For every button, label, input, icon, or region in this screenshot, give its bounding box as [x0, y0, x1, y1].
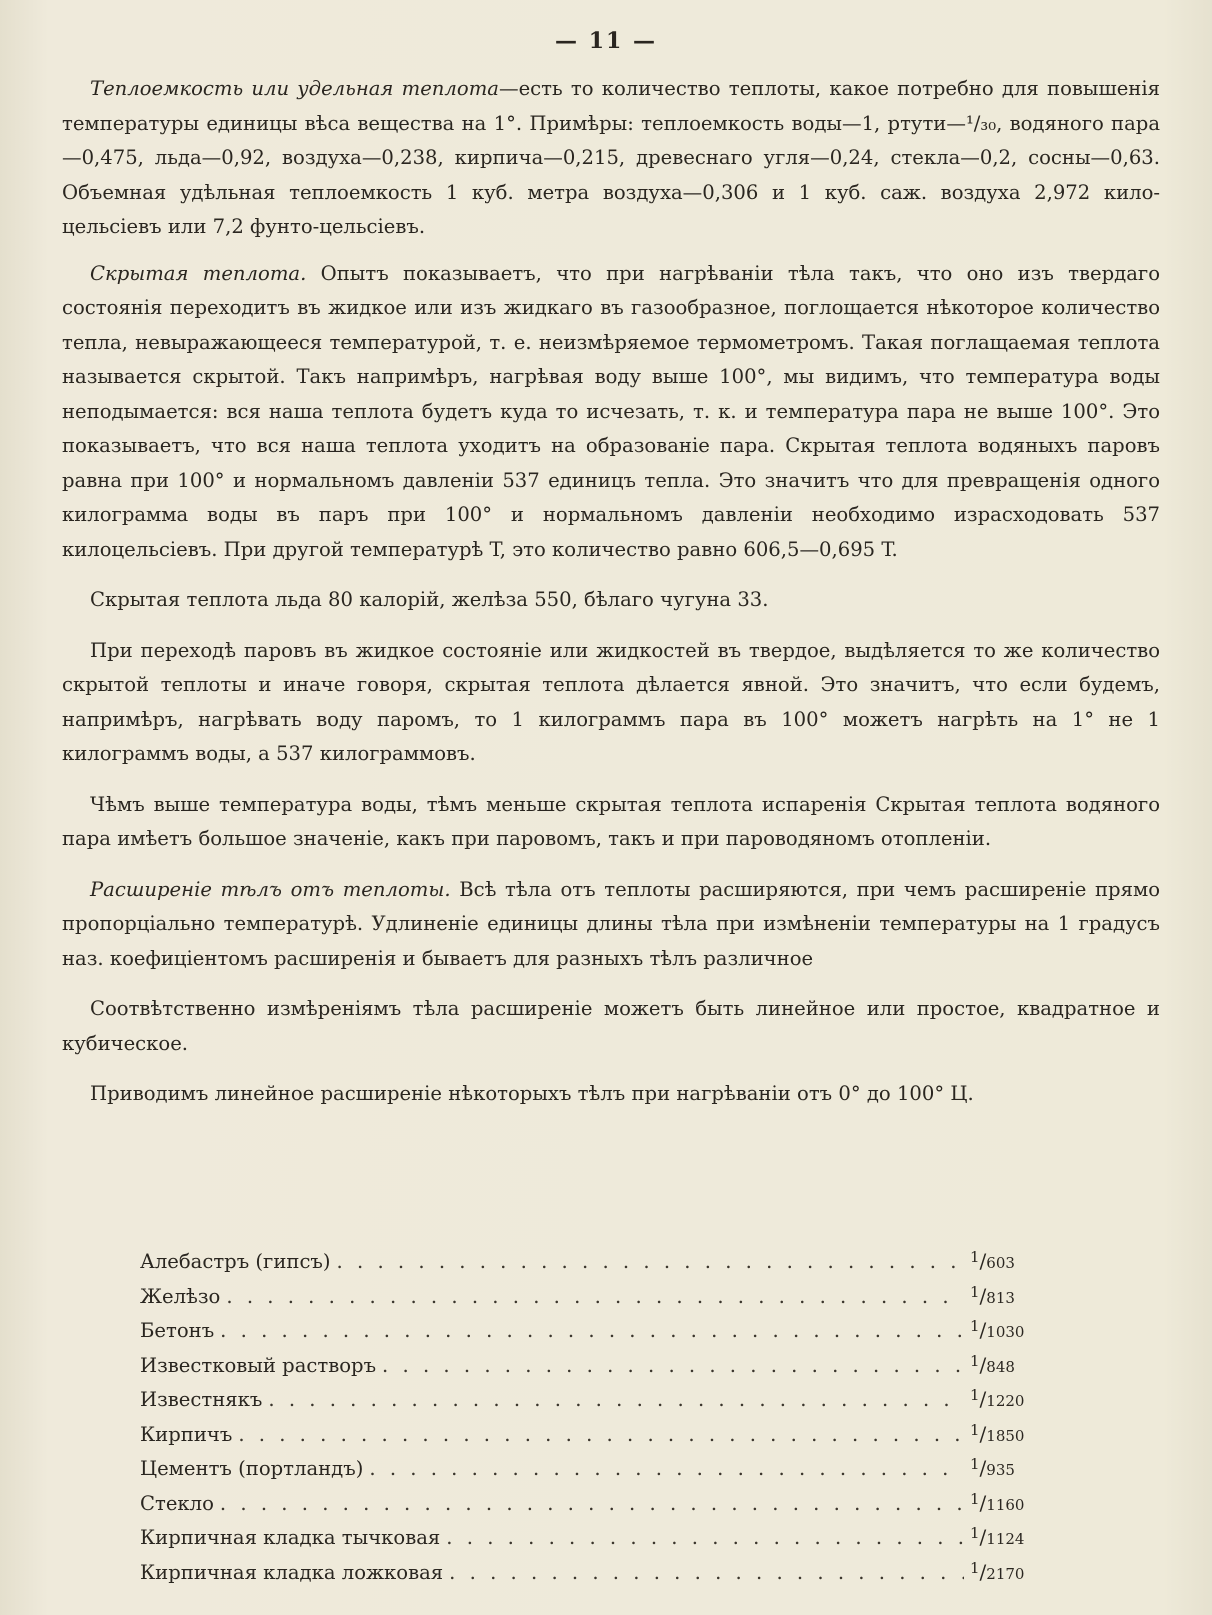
dot-leader — [226, 1280, 964, 1315]
dot-leader — [369, 1452, 964, 1487]
table-row — [140, 1275, 1040, 1310]
coefficient-denominator: 1850 — [986, 1426, 1025, 1445]
coefficient-denominator: 1030 — [986, 1323, 1025, 1341]
coefficient-numerator: 1 — [970, 1248, 980, 1266]
table-row — [140, 1551, 1040, 1586]
page-number: — 11 — — [555, 28, 657, 54]
table-row — [140, 1378, 1040, 1413]
dot-leader — [220, 1314, 964, 1349]
material-name: Известнякъ — [140, 1388, 263, 1411]
table-row — [140, 1344, 1040, 1379]
coefficient-numerator: 1 — [970, 1351, 980, 1370]
table-row — [140, 1413, 1040, 1448]
fraction-slash: / — [979, 1559, 987, 1584]
material-name: Алебастръ (гипсъ) — [140, 1250, 331, 1273]
coefficient-numerator: 1 — [970, 1282, 980, 1301]
fraction-slash: / — [979, 1456, 987, 1480]
paragraph-water-temperature — [62, 788, 1160, 857]
term-latent-heat: Скрытая теплота. — [90, 261, 307, 285]
paragraph-expansion-types — [62, 992, 1160, 1061]
fraction-slash: / — [979, 1421, 987, 1446]
coefficient-denominator: 603 — [986, 1254, 1015, 1272]
material-name: Кирпичъ — [140, 1422, 233, 1446]
body-text — [62, 72, 1160, 1128]
fraction-slash: / — [979, 1318, 987, 1342]
coefficient-numerator: 1 — [970, 1489, 980, 1508]
material-name: Бетонъ — [140, 1319, 215, 1342]
paragraph-text: Чѣмъ выше температура воды, тѣмъ меньше скрытая теплота испаренія Скрытая теплота водяного пара имѣетъ большое значеніе, какъ при паровомъ, такъ и при пароводяномъ отопленіи. — [62, 792, 1160, 850]
coefficient-numerator: 1 — [970, 1386, 980, 1404]
material-name: Цементъ (портландъ) — [140, 1457, 364, 1480]
fraction-slash: / — [979, 1352, 987, 1377]
coefficient-numerator: 1 — [970, 1558, 980, 1577]
term-specific-heat: Теплоемкость или удельная теплота — [90, 77, 499, 100]
fraction-slash: / — [979, 1283, 987, 1308]
coefficient-denominator: 848 — [986, 1357, 1015, 1376]
coefficient-denominator: 1124 — [986, 1530, 1025, 1548]
table-row — [140, 1309, 1040, 1344]
material-name: Стекло — [140, 1491, 214, 1515]
paragraph-text: При переходѣ паровъ въ жидкое состояніе или жидкостей въ твердое, выдѣляется то же количество скрытой теплоты и иначе говоря, скрытая теплота дѣлается явной. Это значитъ, что если будемъ, напримѣръ, нагрѣвать воду паромъ, то 1 килограммъ пара въ 100° можетъ нагрѣть на 1° не 1 килограммъ воды, а 537 килограммовъ. — [62, 638, 1160, 765]
paragraph-text: Всѣ тѣла отъ теплоты расширяются, при чемъ расширеніе прямо пропорціально температурѣ. Удлиненіе единицы длины тѣла при измѣненіи температуры на 1 градусъ наз. коефиціентомъ расширенія и бываетъ для разныхъ тѣлъ различное — [62, 877, 1160, 970]
table-row — [140, 1516, 1040, 1551]
table-row — [140, 1482, 1040, 1517]
fraction-slash: / — [979, 1490, 987, 1515]
material-name: Кирпичная кладка тычковая — [140, 1526, 441, 1549]
paragraph-thermal-expansion — [62, 873, 1160, 977]
paragraph-condensation — [62, 634, 1160, 772]
paragraph-text: Приводимъ линейное расширеніе нѣкоторыхъ тѣлъ при нагрѣваніи отъ 0° до 100° Ц. — [90, 1082, 974, 1105]
paragraph-table-intro — [62, 1077, 1160, 1112]
paragraph-latent-heat — [62, 257, 1160, 568]
paragraph-text: —есть то количество теплоты, какое потребно для повышенія температуры единицы вѣса вещества на 1°. Примѣры: теплоемкость воды—1, ртути—¹/₃₀, водяного пара—0,475, льда—0,92, воздуха—0,238, кирпича—0,215, древеснаго угля—0,24, стекла—0,2, сосны—0,63. Объемная удѣльная теплоемкость 1 куб. метра воздуха—0,306 и 1 куб. саж. воздуха 2,972 кило-цельсіевъ или 7,2 фунто-цельсіевъ. — [62, 77, 1160, 238]
coefficient-numerator: 1 — [970, 1317, 980, 1335]
coefficient-numerator: 1 — [970, 1455, 980, 1473]
coefficient-denominator: 1220 — [986, 1392, 1025, 1410]
fraction-slash: / — [979, 1525, 987, 1549]
paragraph-text: Опытъ показываетъ, что при нагрѣваніи тѣла такъ, что оно изъ твердаго состоянія переходитъ въ жидкое или изъ жидкаго въ газообразное, поглощается нѣкоторое количество тепла, невыражающееся температурой, т. е. неизмѣряемое термометромъ. Такая поглащаемая теплота называется скрытой. Такъ напримѣръ, нагрѣвая воду выше 100°, мы видимъ, что температура воды неподымается: вся наша теплота будетъ куда то исчезать, т. к. и температура пара не выше 100°. Это показываетъ, что вся наша теплота уходитъ на образованіе пара. Скрытая теплота водяныхъ паровъ равна при 100° и нормальномъ давленіи 537 единицъ тепла. Это значитъ что для превращенія одного килограмма воды въ паръ при 100° и нормальномъ давленіи необходимо израсходовать 537 килоцельсіевъ. При другой температурѣ T, это количество равно 606,5—0,695 T. — [62, 261, 1160, 561]
coefficient-denominator: 2170 — [986, 1564, 1025, 1583]
material-name: Желѣзо — [140, 1284, 221, 1308]
dot-leader — [220, 1487, 964, 1522]
expansion-coefficient — [970, 1551, 1040, 1592]
coefficient-denominator: 813 — [986, 1288, 1015, 1307]
fraction-slash: / — [979, 1249, 987, 1273]
coefficient-numerator: 1 — [970, 1524, 980, 1542]
fraction-slash: / — [979, 1387, 987, 1411]
expansion-coefficients-table — [140, 1240, 1040, 1585]
paragraph-specific-heat — [62, 72, 1160, 245]
material-name: Кирпичная кладка ложковая — [140, 1560, 444, 1584]
dot-leader — [382, 1349, 964, 1384]
paragraph-text: Соотвѣтственно измѣреніямъ тѣла расширеніе можетъ быть линейное или простое, квадратное и кубическое. — [62, 997, 1160, 1055]
paragraph-latent-heat-values — [62, 583, 1160, 618]
dot-leader — [238, 1418, 964, 1453]
table-row — [140, 1240, 1040, 1275]
coefficient-numerator: 1 — [970, 1420, 980, 1439]
coefficient-denominator: 1160 — [986, 1495, 1025, 1514]
dot-leader — [446, 1521, 964, 1556]
dot-leader — [268, 1383, 964, 1418]
dot-leader — [337, 1245, 964, 1280]
material-name: Известковый растворъ — [140, 1353, 377, 1377]
paragraph-text: Скрытая теплота льда 80 калорій, желѣза 550, бѣлаго чугуна 33. — [90, 588, 769, 611]
coefficient-denominator: 935 — [986, 1461, 1015, 1479]
table-row — [140, 1447, 1040, 1482]
dot-leader — [449, 1556, 964, 1591]
term-thermal-expansion: Расширеніе тѣлъ отъ теплоты. — [90, 877, 451, 901]
